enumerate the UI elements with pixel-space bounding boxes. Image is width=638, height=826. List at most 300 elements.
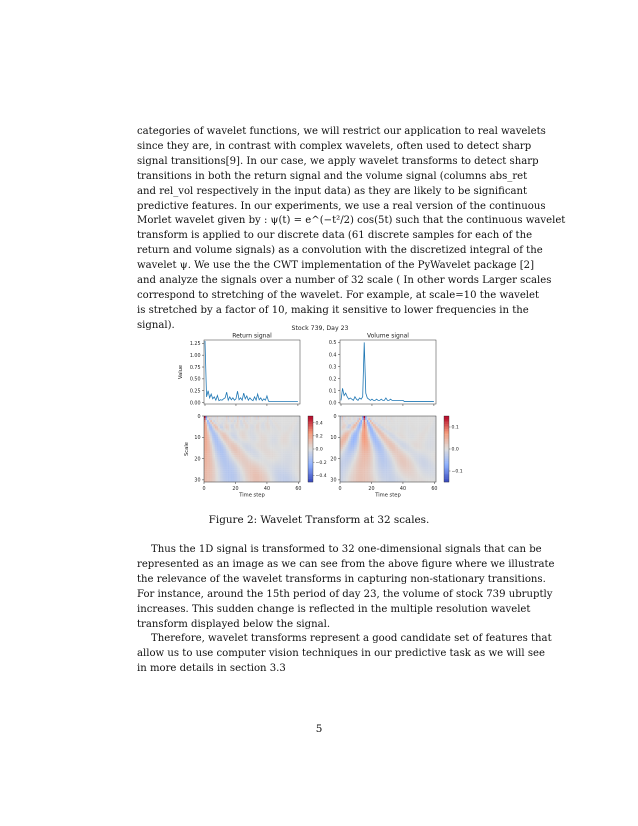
heatmap-cell xyxy=(411,478,413,480)
heatmap-cell xyxy=(261,459,263,461)
heatmap-cell xyxy=(411,435,413,437)
heatmap-cell xyxy=(297,433,299,435)
heatmap-cell xyxy=(411,451,413,453)
heatmap-cell xyxy=(360,449,362,451)
heatmap-cell xyxy=(359,449,361,451)
heatmap-cell xyxy=(392,453,394,455)
heatmap-cell xyxy=(291,422,293,424)
heatmap-cell xyxy=(224,447,226,449)
heatmap-cell xyxy=(408,468,410,470)
heatmap-cell xyxy=(204,447,206,449)
heatmap-cell xyxy=(265,468,267,470)
heatmap-cell xyxy=(430,461,432,463)
heatmap-cell xyxy=(243,424,245,426)
heatmap-cell xyxy=(427,435,429,437)
heatmap-cell xyxy=(364,430,366,432)
heatmap-cell xyxy=(223,426,225,428)
heatmap-cell xyxy=(231,451,233,453)
heatmap-cell xyxy=(269,461,271,463)
heatmap-cell xyxy=(364,428,366,430)
heatmap-cell xyxy=(223,468,225,470)
heatmap-cell xyxy=(348,449,350,451)
heatmap-cell xyxy=(242,418,244,420)
heatmap-cell xyxy=(261,455,263,457)
heatmap-cell xyxy=(359,476,361,478)
heatmap-cell xyxy=(256,459,258,461)
heatmap-cell xyxy=(294,478,296,480)
heatmap-cell xyxy=(207,435,209,437)
heatmap-cell xyxy=(431,463,433,465)
heatmap-cell xyxy=(375,445,377,447)
heatmap-cell xyxy=(414,433,416,435)
heatmap-cell xyxy=(343,468,345,470)
heatmap-cell xyxy=(401,424,403,426)
heatmap-cell xyxy=(256,433,258,435)
heatmap-cell xyxy=(378,416,380,418)
heatmap-cell xyxy=(218,441,220,443)
y-tick-label: 0.50 xyxy=(189,377,201,383)
heatmap-cell xyxy=(261,430,263,432)
y-axis-label: Scale xyxy=(184,442,190,456)
heatmap-cell xyxy=(389,443,391,445)
heatmap-cell xyxy=(412,420,414,422)
heatmap-cell xyxy=(213,478,215,480)
heatmap-cell xyxy=(223,478,225,480)
heatmap-cell xyxy=(370,418,372,420)
heatmap-cell xyxy=(261,476,263,478)
heatmap-cell xyxy=(367,428,369,430)
heatmap-cell xyxy=(272,428,274,430)
heatmap-cell xyxy=(250,416,252,418)
heatmap-cell xyxy=(409,476,411,478)
heatmap-cell xyxy=(278,420,280,422)
heatmap-cell xyxy=(234,437,236,439)
heatmap-cell xyxy=(351,472,353,474)
heatmap-cell xyxy=(224,453,226,455)
heatmap-cell xyxy=(245,430,247,432)
heatmap-cell xyxy=(419,449,421,451)
colorbar-segment xyxy=(308,456,313,458)
heatmap-cell xyxy=(416,430,418,432)
heatmap-cell xyxy=(430,468,432,470)
heatmap-cell xyxy=(217,468,219,470)
heatmap-cell xyxy=(343,443,345,445)
heatmap-cell xyxy=(364,476,366,478)
heatmap-cell xyxy=(368,451,370,453)
heatmap-cell xyxy=(256,476,258,478)
heatmap-cell xyxy=(351,437,353,439)
heatmap-cell xyxy=(394,424,396,426)
heatmap-cell xyxy=(430,433,432,435)
heatmap-cell xyxy=(373,472,375,474)
heatmap-cell xyxy=(206,416,208,418)
heatmap-cell xyxy=(275,472,277,474)
heatmap-cell xyxy=(228,422,230,424)
heatmap-cell xyxy=(258,445,260,447)
heatmap-cell xyxy=(360,476,362,478)
heatmap-cell xyxy=(209,451,211,453)
heatmap-cell xyxy=(406,441,408,443)
heatmap-cell xyxy=(365,437,367,439)
heatmap-cell xyxy=(204,422,206,424)
heatmap-cell xyxy=(384,478,386,480)
heatmap-cell xyxy=(340,459,342,461)
heatmap-cell xyxy=(433,430,435,432)
heatmap-cell xyxy=(375,428,377,430)
heatmap-cell xyxy=(221,445,223,447)
heatmap-cell xyxy=(253,449,255,451)
heatmap-cell xyxy=(423,447,425,449)
heatmap-cell xyxy=(368,470,370,472)
heatmap-cell xyxy=(232,468,234,470)
heatmap-cell xyxy=(364,451,366,453)
heatmap-cell xyxy=(226,447,228,449)
heatmap-cell xyxy=(368,424,370,426)
heatmap-cell xyxy=(368,447,370,449)
heatmap-cell xyxy=(348,457,350,459)
heatmap-cell xyxy=(239,428,241,430)
heatmap-cell xyxy=(239,418,241,420)
heatmap-cell xyxy=(297,455,299,457)
heatmap-cell xyxy=(232,420,234,422)
heatmap-cell xyxy=(213,439,215,441)
heatmap-cell xyxy=(362,463,364,465)
heatmap-cell xyxy=(384,470,386,472)
heatmap-cell xyxy=(221,418,223,420)
colorbar-segment xyxy=(444,464,449,466)
heatmap-cell xyxy=(295,445,297,447)
heatmap-cell xyxy=(373,418,375,420)
heatmap-cell xyxy=(431,478,433,480)
heatmap-cell xyxy=(379,441,381,443)
heatmap-cell xyxy=(364,463,366,465)
heatmap-cell xyxy=(408,455,410,457)
heatmap-cell xyxy=(254,455,256,457)
heatmap-cell xyxy=(349,430,351,432)
heatmap-cell xyxy=(242,416,244,418)
heatmap-cell xyxy=(207,461,209,463)
heatmap-cell xyxy=(428,426,430,428)
heatmap-cell xyxy=(395,468,397,470)
heatmap-cell xyxy=(229,468,231,470)
heatmap-cell xyxy=(382,422,384,424)
heatmap-cell xyxy=(246,428,248,430)
heatmap-cell xyxy=(345,445,347,447)
heatmap-cell xyxy=(209,463,211,465)
heatmap-cell xyxy=(405,455,407,457)
heatmap-cell xyxy=(243,420,245,422)
heatmap-cell xyxy=(394,472,396,474)
heatmap-cell xyxy=(353,447,355,449)
colorbar-segment xyxy=(308,416,313,418)
heatmap-cell xyxy=(264,418,266,420)
colorbar-segment xyxy=(308,431,313,433)
heatmap-cell xyxy=(401,453,403,455)
heatmap-cell xyxy=(359,418,361,420)
heatmap-cell xyxy=(395,437,397,439)
heatmap-cell xyxy=(401,478,403,480)
heatmap-cell xyxy=(419,437,421,439)
heatmap-cell xyxy=(386,439,388,441)
heatmap-cell xyxy=(240,435,242,437)
heatmap-cell xyxy=(392,420,394,422)
heatmap-cell xyxy=(340,463,342,465)
heatmap-cell xyxy=(367,443,369,445)
heatmap-cell xyxy=(221,474,223,476)
heatmap-cell xyxy=(430,422,432,424)
heatmap-cell xyxy=(280,461,282,463)
heatmap-cell xyxy=(254,433,256,435)
heatmap-cell xyxy=(232,443,234,445)
heatmap-cell xyxy=(295,418,297,420)
heatmap-cell xyxy=(403,447,405,449)
heatmap-cell xyxy=(354,441,356,443)
heatmap-cell xyxy=(356,418,358,420)
heatmap-cell xyxy=(420,428,422,430)
heatmap-cell xyxy=(286,433,288,435)
heatmap-cell xyxy=(379,437,381,439)
heatmap-cell xyxy=(430,447,432,449)
heatmap-cell xyxy=(375,474,377,476)
heatmap-cell xyxy=(365,466,367,468)
heatmap-cell xyxy=(406,455,408,457)
heatmap-cell xyxy=(370,439,372,441)
heatmap-cell xyxy=(371,416,373,418)
heatmap-cell xyxy=(419,433,421,435)
heatmap-cell xyxy=(292,435,294,437)
heatmap-cell xyxy=(420,466,422,468)
heatmap-cell xyxy=(258,422,260,424)
heatmap-cell xyxy=(237,443,239,445)
heatmap-cell xyxy=(422,422,424,424)
colorbar-tick-label: −0.2 xyxy=(315,460,327,466)
heatmap-cell xyxy=(223,451,225,453)
heatmap-cell xyxy=(368,453,370,455)
heatmap-cell xyxy=(212,443,214,445)
heatmap-cell xyxy=(416,463,418,465)
heatmap-cell xyxy=(346,457,348,459)
heatmap-cell xyxy=(259,476,261,478)
heatmap-cell xyxy=(256,453,258,455)
heatmap-cell xyxy=(232,422,234,424)
heatmap-cell xyxy=(226,424,228,426)
heatmap-cell xyxy=(400,472,402,474)
heatmap-cell xyxy=(397,457,399,459)
heatmap-cell xyxy=(379,430,381,432)
heatmap-cell xyxy=(253,466,255,468)
heatmap-cell xyxy=(401,428,403,430)
heatmap-cell xyxy=(389,445,391,447)
heatmap-cell xyxy=(428,418,430,420)
heatmap-cell xyxy=(206,466,208,468)
heatmap-cell xyxy=(237,449,239,451)
heatmap-cell xyxy=(357,437,359,439)
heatmap-cell xyxy=(340,453,342,455)
text-line: transform is applied to our discrete data (61 discrete samples for each of the xyxy=(137,230,533,242)
heatmap-cell xyxy=(235,422,237,424)
heatmap-cell xyxy=(292,418,294,420)
heatmap-cell xyxy=(231,435,233,437)
heatmap-cell xyxy=(419,445,421,447)
heatmap-cell xyxy=(342,451,344,453)
heatmap-cell xyxy=(427,424,429,426)
heatmap-cell xyxy=(423,451,425,453)
heatmap-cell xyxy=(412,424,414,426)
heatmap-cell xyxy=(411,426,413,428)
heatmap-cell xyxy=(258,433,260,435)
heatmap-cell xyxy=(262,441,264,443)
heatmap-cell xyxy=(397,459,399,461)
heatmap-cell xyxy=(425,443,427,445)
heatmap-cell xyxy=(353,478,355,480)
heatmap-cell xyxy=(420,441,422,443)
heatmap-cell xyxy=(276,453,278,455)
heatmap-cell xyxy=(264,422,266,424)
heatmap-cell xyxy=(280,451,282,453)
heatmap-cell xyxy=(209,418,211,420)
heatmap-cell xyxy=(284,455,286,457)
heatmap-cell xyxy=(400,474,402,476)
heatmap-cell xyxy=(406,418,408,420)
heatmap-cell xyxy=(217,457,219,459)
heatmap-cell xyxy=(221,447,223,449)
heatmap-cell xyxy=(382,445,384,447)
heatmap-cell xyxy=(270,426,272,428)
heatmap-cell xyxy=(379,455,381,457)
colorbar-segment xyxy=(308,452,313,454)
heatmap-cell xyxy=(253,424,255,426)
heatmap-cell xyxy=(425,466,427,468)
heatmap-cell xyxy=(431,435,433,437)
heatmap-cell xyxy=(348,459,350,461)
heatmap-cell xyxy=(269,437,271,439)
heatmap-cell xyxy=(378,435,380,437)
heatmap-cell xyxy=(390,428,392,430)
heatmap-cell xyxy=(254,451,256,453)
heatmap-cell xyxy=(234,428,236,430)
heatmap-cell xyxy=(409,478,411,480)
heatmap-cell xyxy=(207,445,209,447)
heatmap-cell xyxy=(375,459,377,461)
heatmap-cell xyxy=(431,420,433,422)
heatmap-cell xyxy=(221,424,223,426)
heatmap-cell xyxy=(368,455,370,457)
heatmap-cell xyxy=(246,474,248,476)
heatmap-cell xyxy=(209,428,211,430)
heatmap-cell xyxy=(403,478,405,480)
heatmap-cell xyxy=(425,418,427,420)
heatmap-cell xyxy=(400,437,402,439)
heatmap-cell xyxy=(264,470,266,472)
heatmap-cell xyxy=(239,424,241,426)
heatmap-cell xyxy=(287,445,289,447)
heatmap-cell xyxy=(342,420,344,422)
heatmap-cell xyxy=(431,461,433,463)
heatmap-cell xyxy=(223,433,225,435)
heatmap-cell xyxy=(223,463,225,465)
heatmap-cell xyxy=(420,455,422,457)
heatmap-cell xyxy=(239,445,241,447)
heatmap-cell xyxy=(400,441,402,443)
heatmap-cell xyxy=(232,457,234,459)
heatmap-cell xyxy=(371,447,373,449)
heatmap-cell xyxy=(428,449,430,451)
heatmap-cell xyxy=(364,466,366,468)
heatmap-cell xyxy=(389,476,391,478)
heatmap-cell xyxy=(405,424,407,426)
heatmap-cell xyxy=(354,463,356,465)
heatmap-cell xyxy=(395,443,397,445)
heatmap-cell xyxy=(384,468,386,470)
heatmap-cell xyxy=(359,457,361,459)
heatmap-cell xyxy=(220,441,222,443)
heatmap-cell xyxy=(406,466,408,468)
heatmap-cell xyxy=(406,451,408,453)
heatmap-cell xyxy=(286,435,288,437)
heatmap-cell xyxy=(294,451,296,453)
heatmap-cell xyxy=(224,466,226,468)
heatmap-cell xyxy=(367,468,369,470)
heatmap-cell xyxy=(348,416,350,418)
heatmap-cell xyxy=(239,439,241,441)
heatmap-cell xyxy=(416,466,418,468)
heatmap-cell xyxy=(281,449,283,451)
heatmap-cell xyxy=(416,416,418,418)
heatmap-cell xyxy=(412,445,414,447)
heatmap-cell xyxy=(365,474,367,476)
heatmap-cell xyxy=(390,435,392,437)
heatmap-cell xyxy=(398,461,400,463)
heatmap-cell xyxy=(394,455,396,457)
heatmap-cell xyxy=(234,420,236,422)
heatmap-cell xyxy=(273,443,275,445)
heatmap-cell xyxy=(378,439,380,441)
heatmap-cell xyxy=(371,449,373,451)
heatmap-cell xyxy=(401,468,403,470)
heatmap-cell xyxy=(232,459,234,461)
heatmap-cell xyxy=(411,463,413,465)
heatmap-cell xyxy=(278,463,280,465)
heatmap-cell xyxy=(217,470,219,472)
heatmap-cell xyxy=(284,445,286,447)
heatmap-cell xyxy=(234,468,236,470)
heatmap-cell xyxy=(390,470,392,472)
heatmap-cell xyxy=(235,470,237,472)
heatmap-cell xyxy=(390,420,392,422)
heatmap-cell xyxy=(382,461,384,463)
heatmap-cell xyxy=(401,422,403,424)
heatmap-cell xyxy=(280,416,282,418)
heatmap-cell xyxy=(417,424,419,426)
heatmap-cell xyxy=(376,466,378,468)
heatmap-cell xyxy=(283,422,285,424)
heatmap-cell xyxy=(364,459,366,461)
heatmap-cell xyxy=(206,433,208,435)
heatmap-cell xyxy=(353,459,355,461)
colorbar-segment xyxy=(308,464,313,466)
heatmap-cell xyxy=(231,449,233,451)
heatmap-cell xyxy=(360,468,362,470)
heatmap-cell xyxy=(213,435,215,437)
heatmap-cell xyxy=(228,455,230,457)
heatmap-cell xyxy=(272,435,274,437)
heatmap-cell xyxy=(353,443,355,445)
heatmap-cell xyxy=(378,445,380,447)
heatmap-cell xyxy=(250,466,252,468)
heatmap-cell xyxy=(367,433,369,435)
heatmap-cell xyxy=(294,433,296,435)
heatmap-cell xyxy=(356,478,358,480)
